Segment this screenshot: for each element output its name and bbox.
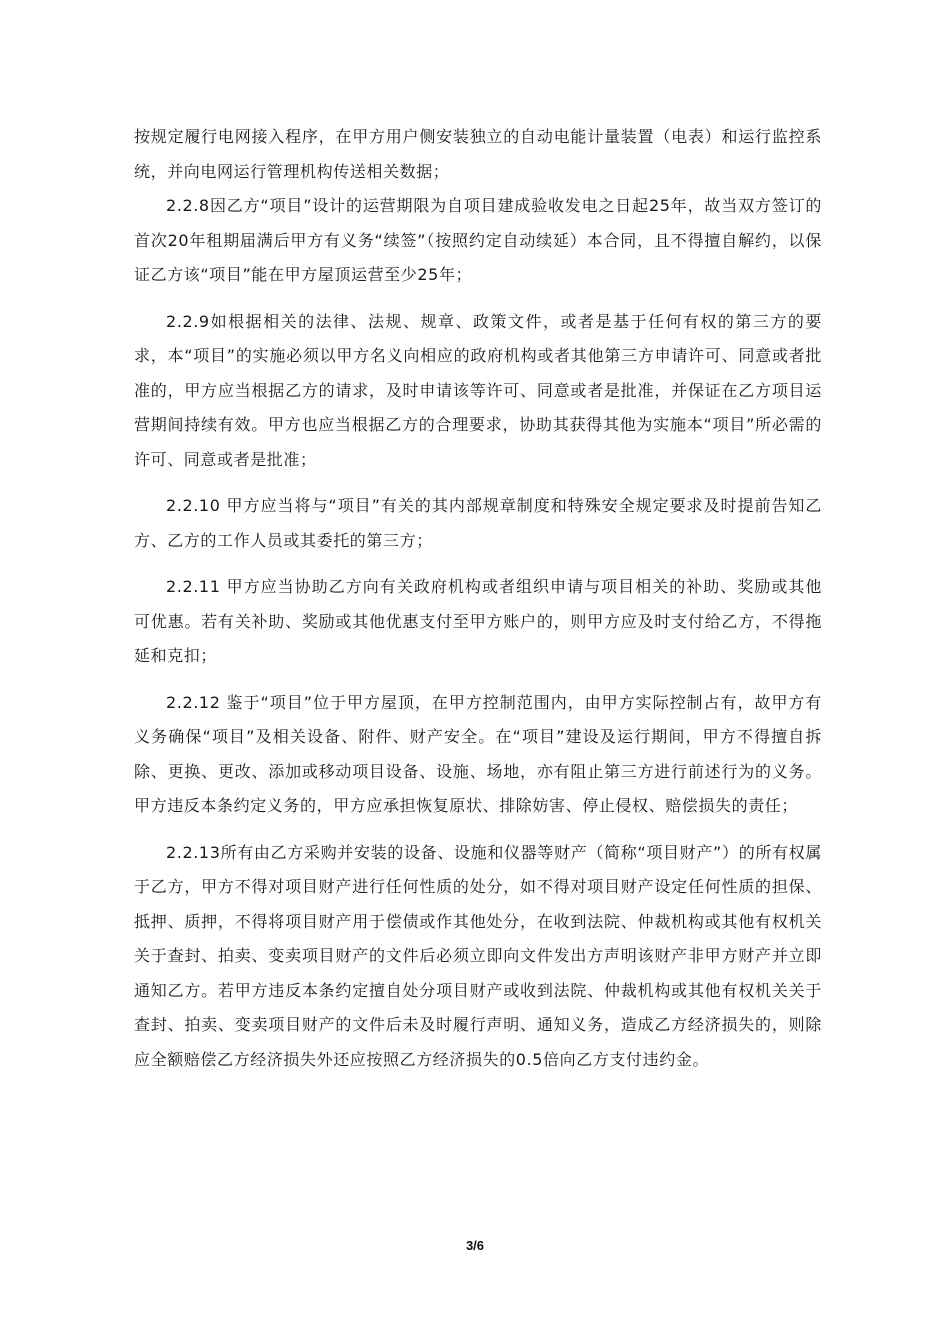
clause-2-2-12: 2.2.12 鉴于“项目”位于甲方屋顶，在甲方控制范围内，由甲方实际控制占有，故甲方有义务确保“项目”及相关设备、附件、财产安全。在“项目”建设及运行期间，甲方不得擅自拆除、更换、更改、添加或移动项目设备、设施、场地，亦有阻止第三方进行前述行为的义务。甲方违反本条约定义务的，甲方应承担恢复原状、排除妨害、停止侵权、赔偿损失的责任； xyxy=(134,692,822,815)
page-number: 3/6 xyxy=(465,1238,485,1253)
clause-2-2-8: 2.2.8因乙方“项目”设计的运营期限为自项目建成验收发电之日起25年，故当双方签订的首次20年租期届满后甲方有义务“续签”（按照约定自动续延）本合同，且不得擅自解约，以保证乙方该“项目”能在甲方屋顶运营至少25年； xyxy=(134,196,822,284)
clause-2-2-10: 2.2.10 甲方应当将与“项目”有关的其内部规章制度和特殊安全规定要求及时提前告知乙方、乙方的工作人员或其委托的第三方； xyxy=(134,496,822,550)
contract-body xyxy=(134,120,822,1077)
clause-2-2-9: 2.2.9如根据相关的法律、法规、规章、政策文件，或者是基于任何有权的第三方的要求，本“项目”的实施必须以甲方名义向相应的政府机构或者其他第三方申请许可、同意或者批准的，甲方应当根据乙方的请求，及时申请该等许可、同意或者是批准，并保证在乙方项目运营期间持续有效。甲方也应当根据乙方的合理要求，协助其获得其他为实施本“项目”所必需的许可、同意或者是批准； xyxy=(134,311,822,469)
clause-2-2-13: 2.2.13所有由乙方采购并安装的设备、设施和仪器等财产（简称“项目财产”）的所有权属于乙方，甲方不得对项目财产进行任何性质的处分，如不得对项目财产设定任何性质的担保、抵押、质押，不得将项目财产用于偿债或作其他处分，在收到法院、仲裁机构或其他有权机关关于查封、拍卖、变卖项目财产的文件后必须立即向文件发出方声明该财产非甲方财产并立即通知乙方。若甲方违反本条约定擅自处分项目财产或收到法院、仲裁机构或其他有权机关关于查封、拍卖、变卖项目财产的文件后未及时履行声明、通知义务，造成乙方经济损失的，则除应全额赔偿乙方经济损失外还应按照乙方经济损失的0.5倍向乙方支付违约金。 xyxy=(134,842,822,1069)
paragraph-continuation: 按规定履行电网接入程序，在甲方用户侧安装独立的自动电能计量装置（电表）和运行监控系统，并向电网运行管理机构传送相关数据； xyxy=(134,127,822,181)
clause-2-2-11: 2.2.11 甲方应当协助乙方向有关政府机构或者组织申请与项目相关的补助、奖励或其他可优惠。若有关补助、奖励或其他优惠支付至甲方账户的，则甲方应及时支付给乙方，不得拖延和克扣； xyxy=(134,577,822,665)
